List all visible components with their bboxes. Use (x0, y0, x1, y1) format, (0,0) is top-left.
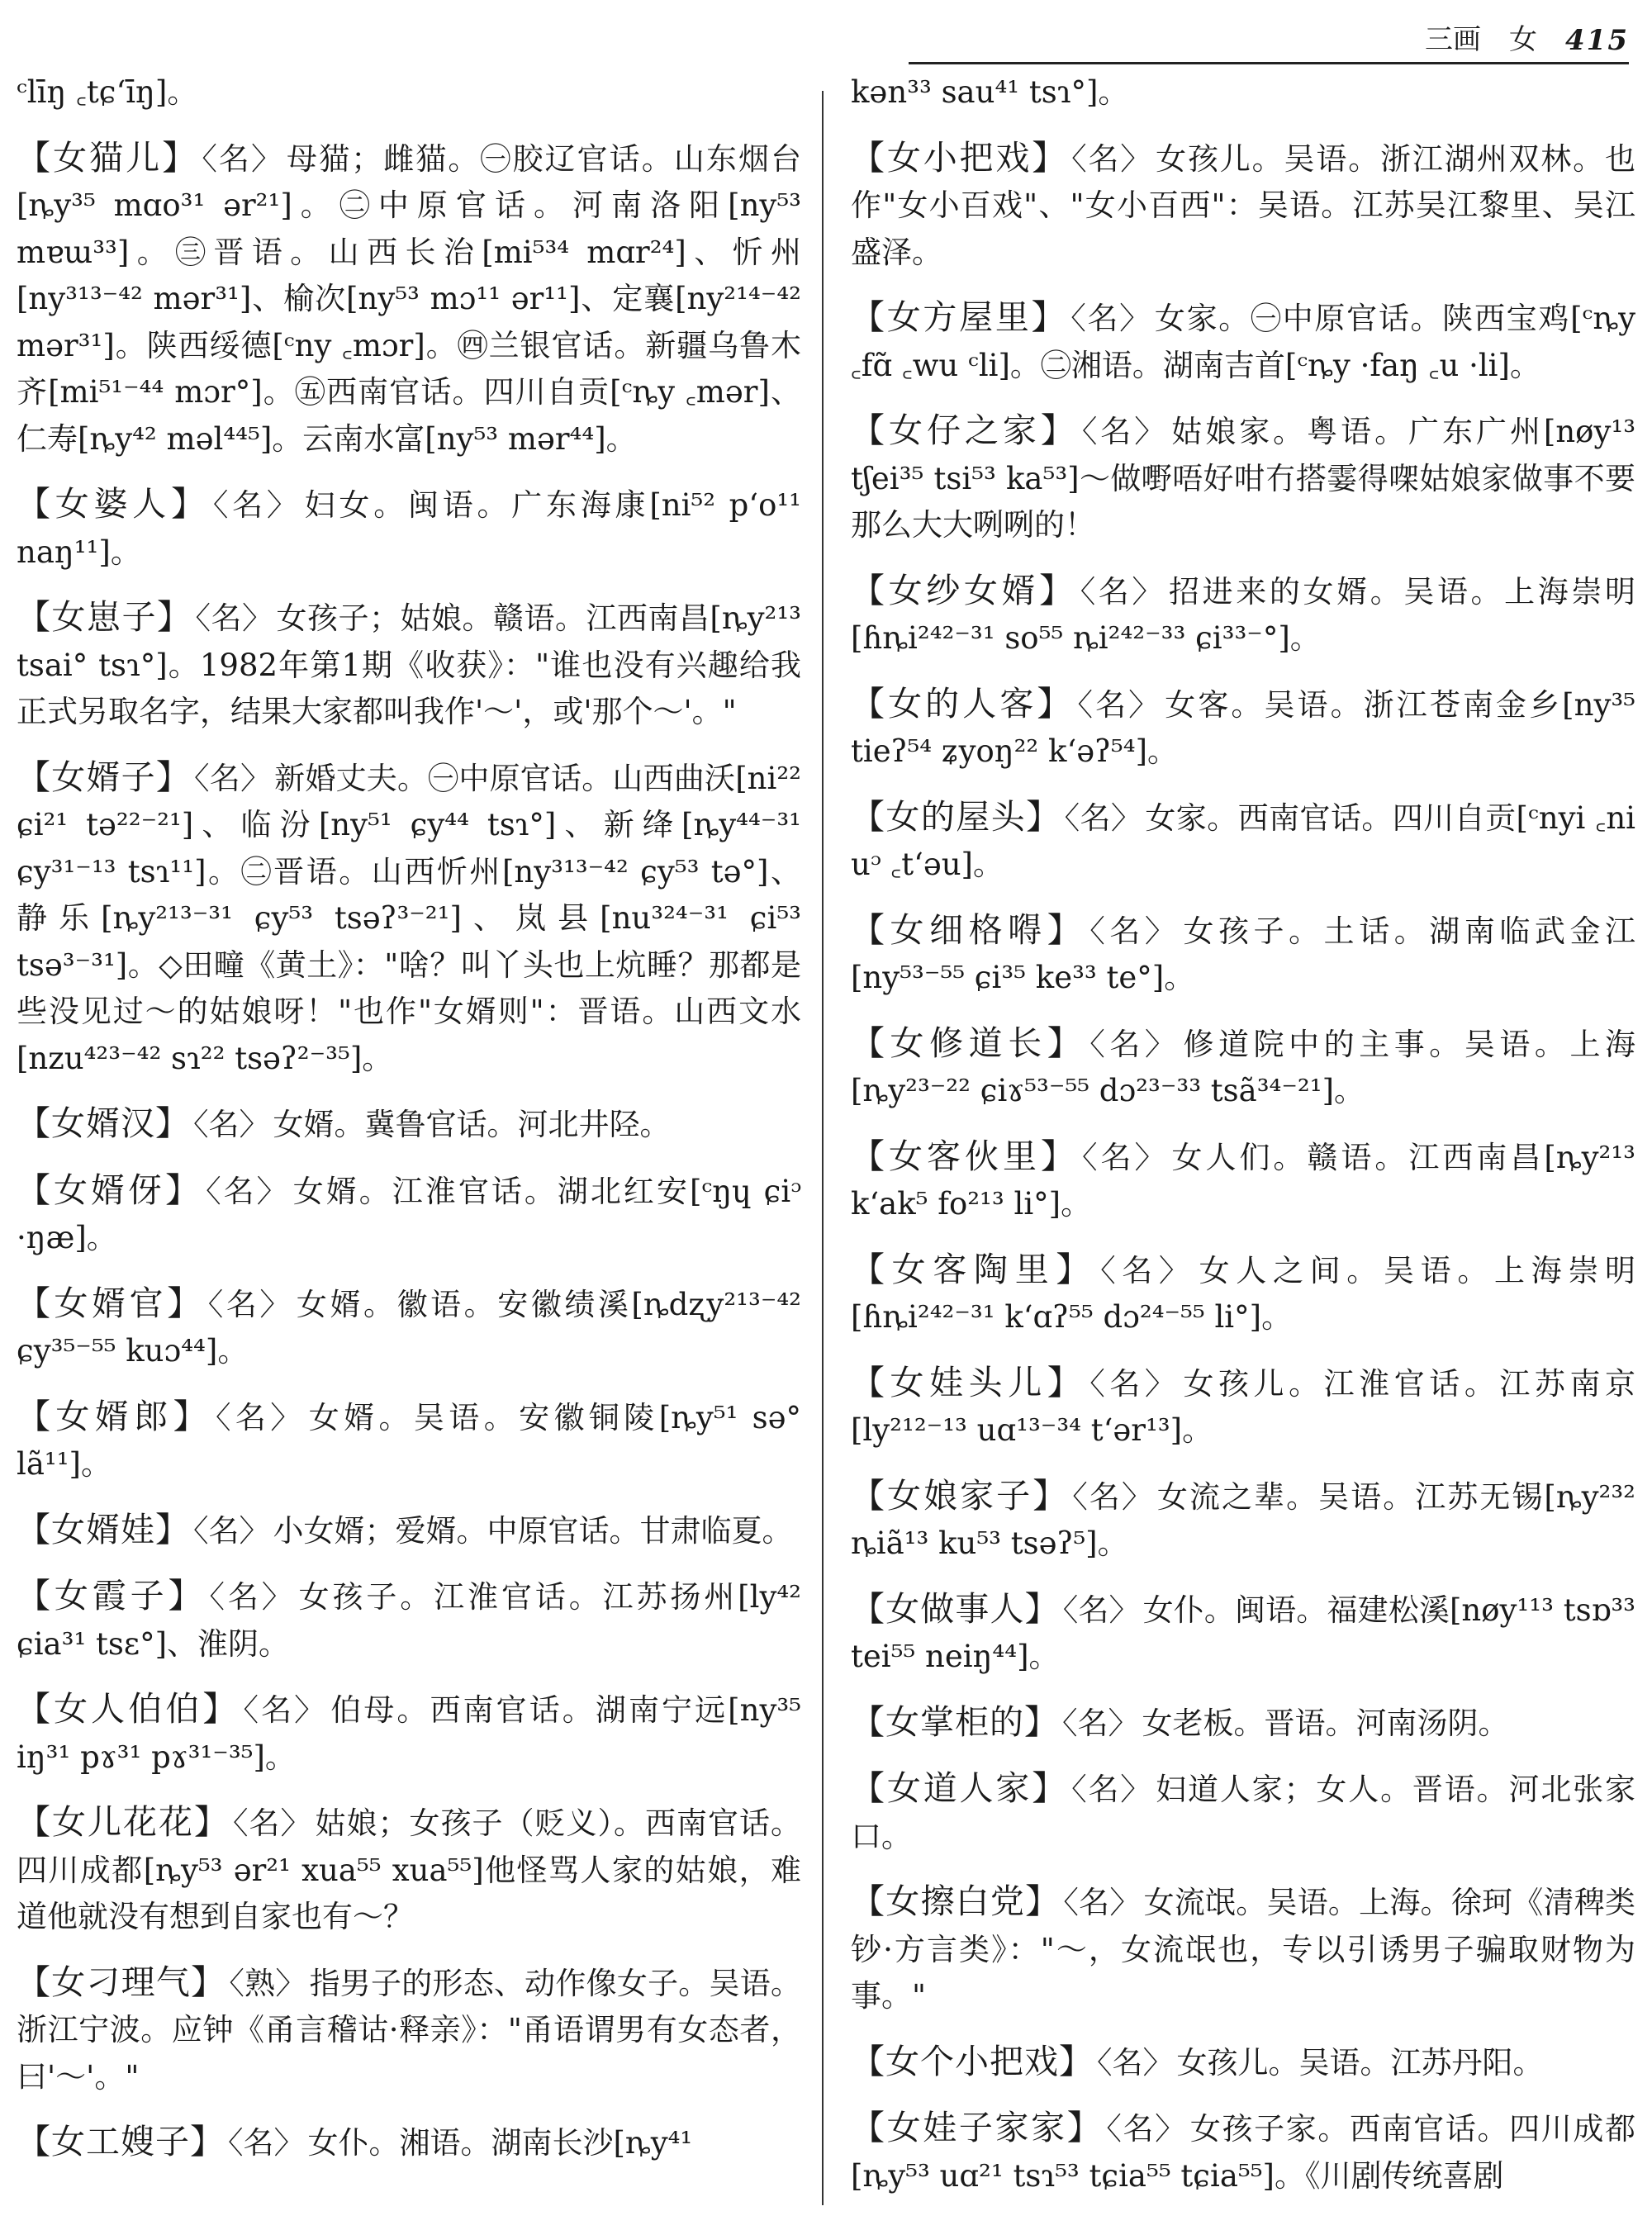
entry-part-of-speech: 〈名〉 (1070, 301, 1151, 336)
entry-headword: 【女掌柜的】 (851, 1701, 1059, 1742)
entry-definition: 女婿。冀鲁官话。河北井陉。 (273, 1107, 671, 1142)
entry-definition: 女孩儿。吴语。江苏丹阳。 (1176, 2044, 1544, 2081)
entry-headword: 【女做事人】 (851, 1588, 1060, 1629)
entry-headword: 【女儿花花】 (17, 1802, 230, 1842)
dictionary-entry (17, 135, 801, 463)
entry-part-of-speech: 〈名〉 (1071, 1772, 1153, 1807)
entry-part-of-speech: 〈名〉 (193, 1107, 270, 1142)
entry-part-of-speech: 〈名〉 (1081, 414, 1169, 449)
entry-part-of-speech: 〈名〉 (1089, 1365, 1180, 1402)
entry-part-of-speech: 〈名〉 (206, 1173, 290, 1209)
dictionary-entry (17, 481, 801, 576)
entry-headword: 【女猫儿】 (17, 137, 199, 178)
entry-headword: 【女刁理气】 (17, 1962, 226, 2002)
entry-definition: 女孩子。江淮官话。江苏扬州[ly⁴² ɕia³¹ tsɛ°]、淮阴。 (17, 1579, 801, 1662)
dictionary-entry (851, 1246, 1635, 1341)
entry-part-of-speech: 〈名〉 (1071, 140, 1153, 177)
page-header (909, 17, 1629, 64)
entry-headword: 【女娃头儿】 (851, 1362, 1087, 1402)
entry-headword: 【女婿娃】 (17, 1509, 190, 1549)
entry-headword: 【女纱女婿】 (851, 570, 1077, 610)
entry-definition: 伯母。西南官话。湖南宁远[ny³⁵ iŋ³¹ pɤ³¹ pɤ³¹⁻³⁵]。 (17, 1692, 801, 1775)
entry-headword: 【女客陶里】 (851, 1249, 1098, 1289)
dictionary-entry (851, 1020, 1635, 1115)
dictionary-entry (851, 567, 1635, 662)
entry-part-of-speech: 〈名〉 (194, 760, 272, 796)
dictionary-entry (851, 1586, 1635, 1681)
entry-headword: 【女的屋头】 (851, 796, 1061, 837)
dictionary-entry (17, 1799, 801, 1941)
entry-part-of-speech: 〈名〉 (1063, 1885, 1141, 1920)
entry-part-of-speech: 〈名〉 (1106, 2111, 1187, 2147)
dictionary-entry (851, 2038, 1635, 2087)
continuation-text: ᶜlīŋ ꜀tɕʻīŋ]。 (17, 74, 198, 110)
entry-part-of-speech: 〈名〉 (1081, 1139, 1169, 1175)
left-column (17, 69, 801, 2217)
entry-definition: 女孩子家。西南官话。四川成都[ȵy⁵³ uɑ²¹ tsɿ⁵³ tɕia⁵⁵ tɕia⁵⁵]。《川剧传统喜剧 (851, 2111, 1635, 2194)
entry-part-of-speech: 〈名〉 (1097, 2044, 1174, 2081)
entry-headword: 【女的人客】 (851, 683, 1075, 724)
right-column (851, 69, 1635, 2217)
entry-headword: 【女个小把戏】 (851, 2041, 1094, 2081)
entry-definition: 女婿。江淮官话。湖北红安[ᶜŋɥ ɕiᵓ ·ŋæ]。 (17, 1173, 801, 1255)
dictionary-entry (851, 1699, 1635, 1748)
entry-definition: 女老板。晋语。河南汤阴。 (1142, 1705, 1509, 1741)
entry-definition: 女孩儿。江淮官话。江苏南京[ly²¹²⁻¹³ uɑ¹³⁻³⁴ tʻər¹³]。 (851, 1365, 1635, 1448)
entry-headword: 【女细格嘚】 (851, 909, 1087, 950)
dictionary-entry (17, 1100, 801, 1149)
dictionary-entry (851, 1878, 1635, 2020)
entry-part-of-speech: 〈名〉 (1062, 1592, 1140, 1628)
dictionary-entry (851, 1133, 1635, 1228)
entry-headword: 【女婿汉】 (17, 1103, 190, 1143)
continuation-text: kən³³ sau⁴¹ tsɿ°]。 (851, 74, 1129, 110)
dictionary-entry (851, 407, 1635, 549)
dictionary-entry (17, 1167, 801, 1262)
entry-definition: 小女婿；爱婿。中原官话。甘肃临夏。 (273, 1512, 793, 1549)
entry-definition: 女人之间。吴语。上海崇明[ɦȵi²⁴²⁻³¹ kʻɑʔ⁵⁵ dɔ²⁴⁻⁵⁵ li°]。 (851, 1252, 1635, 1335)
entry-part-of-speech: 〈名〉 (209, 1579, 296, 1615)
entry-headword: 【女娃子家家】 (851, 2108, 1104, 2147)
entry-headword: 【女婆人】 (17, 484, 210, 524)
entry-definition: 新婚丈夫。㊀中原官话。山西曲沃[ni²² ɕi²¹ tə²²⁻²¹]、临汾[ny⁵¹ ɕy⁴⁴ tsɿ°]、新绛[ȵy⁴⁴⁻³¹ ɕy³¹⁻¹³ tsɿ¹¹]。㊁晋语。山西忻州[ny³¹³⁻⁴² ɕy⁵³ tə°]、静乐[ȵy²¹³⁻³¹ ɕy⁵³ tsəʔ³⁻²¹]、岚县[nu³²⁴⁻³¹ ɕi⁵³ tsə³⁻³¹]。◇田疃《黄土》："啥？叫丫头也上炕睡？那都是些没见过～的姑娘呀！"也作"女婿则"：晋语。山西文水[nzu⁴²³⁻⁴² sɿ²² tsəʔ²⁻³⁵]。 (17, 760, 801, 1076)
entry-headword: 【女小把戏】 (851, 137, 1069, 178)
dictionary-entry (17, 1280, 801, 1375)
dictionary-entry (17, 1686, 801, 1781)
entry-headword: 【女婿子】 (17, 757, 192, 797)
dictionary-entry (17, 1959, 801, 2101)
entry-headword: 【女道人家】 (851, 1768, 1069, 1808)
dictionary-entry (851, 1473, 1635, 1568)
entry-headword: 【女客伙里】 (851, 1136, 1079, 1176)
entry-part-of-speech: 〈名〉 (1062, 1705, 1139, 1741)
dictionary-entry (851, 794, 1635, 889)
entry-headword: 【女婿官】 (17, 1283, 205, 1323)
dictionary-entry (851, 294, 1635, 389)
entry-part-of-speech: 〈名〉 (1064, 799, 1142, 836)
left-entry-list (17, 135, 801, 2167)
page-number: 415 (1565, 24, 1629, 57)
entry-definition: 姑娘家。粤语。广东广州[nøy¹³ tʃei³⁵ tsi⁵³ ka⁵³]～做嘢唔好咁冇搭霎得㗎姑娘家做事不要那么大大咧咧的！ (851, 414, 1635, 543)
section-label: 三画 (1425, 23, 1482, 56)
entry-headword: 【女婿郎】 (17, 1396, 212, 1436)
entry-headword: 【女仔之家】 (851, 410, 1079, 450)
dictionary-entry (851, 1359, 1635, 1454)
dictionary-entry (851, 907, 1635, 1002)
entry-definition: 女婿。吴语。安徽铜陵[ȵy⁵¹ sə° lã¹¹]。 (17, 1399, 801, 1482)
column-divider (822, 91, 824, 2205)
entry-part-of-speech: 〈名〉 (1077, 686, 1162, 723)
entry-definition: 女孩子。土话。湖南临武金江[ny⁵³⁻⁵⁵ ɕi³⁵ ke³³ te°]。 (851, 913, 1635, 995)
dictionary-entry (17, 1506, 801, 1555)
entry-headword: 【女崽子】 (17, 597, 192, 637)
entry-headword: 【女擦白党】 (851, 1881, 1061, 1921)
entry-definition: 女孩儿。吴语。浙江湖州双林。也作"女小百戏"、"女小百西"：吴语。江苏吴江黎里、吴江盛泽。 (851, 140, 1635, 270)
entry-headword: 【女婿伢】 (17, 1170, 203, 1210)
entry-part-of-speech: 〈名〉 (243, 1692, 328, 1728)
entry-definition: 妇女。闽语。广东海康[ni⁵² pʻo¹¹ naŋ¹¹]。 (17, 487, 801, 570)
entry-headword: 【女娘家子】 (851, 1475, 1070, 1516)
entry-headword: 【女方屋里】 (851, 297, 1068, 337)
entry-part-of-speech: 〈名〉 (228, 2125, 305, 2161)
entry-headword: 【女修道长】 (851, 1022, 1087, 1063)
entry-headword: 【女霞子】 (17, 1576, 206, 1616)
dictionary-entry (17, 594, 801, 736)
entry-part-of-speech: 〈名〉 (1100, 1252, 1196, 1288)
dictionary-entry (17, 1573, 801, 1668)
entry-definition: 女客。吴语。浙江苍南金乡[ny³⁵ tieʔ⁵⁴ ʑyoŋ²² kʻəʔ⁵⁴]。 (851, 686, 1635, 769)
right-entry-list (851, 135, 1635, 2200)
dictionary-entry (851, 681, 1635, 776)
dictionary-entry (851, 135, 1635, 277)
entry-definition: 女仆。闽语。福建松溪[nøy¹¹³ tsɒ³³ tei⁵⁵ neiŋ⁴⁴]。 (851, 1592, 1635, 1674)
entry-definition: 妇道人家；女人。晋语。河北张家口。 (851, 1772, 1635, 1854)
entry-headword: 【女工嫂子】 (17, 2122, 225, 2161)
entry-definition: 女孩子；姑娘。赣语。江西南昌[ȵy²¹³ tsai° tsɿ°]。1982年第1期《收获》："谁也没有兴趣给我正式另取名字，结果大家都叫我作'～'，或'那个～'。" (17, 600, 801, 729)
entry-definition: 女仆。湘语。湖南长沙[ȵy⁴¹ (307, 2125, 693, 2161)
dictionary-entry (851, 2104, 1635, 2199)
entry-definition: 招进来的女婿。吴语。上海崇明[ɦȵi²⁴²⁻³¹ so⁵⁵ ȵi²⁴²⁻³³ ɕi³³⁻°]。 (851, 573, 1635, 656)
entry-definition: 女流氓。吴语。上海。徐珂《清稗类钞·方言类》："～，女流氓也，专以引诱男子骗取财物为事。" (851, 1885, 1635, 2014)
entry-part-of-speech: 〈名〉 (216, 1399, 306, 1435)
entry-part-of-speech: 〈名〉 (193, 1512, 270, 1549)
radical-label: 女 (1509, 23, 1538, 56)
entry-part-of-speech: 〈名〉 (1072, 1478, 1154, 1515)
dictionary-entry (17, 1393, 801, 1488)
dictionary-entry (17, 754, 801, 1083)
entry-part-of-speech: 〈名〉 (195, 600, 273, 636)
entry-definition: 母猫；雌猫。㊀胶辽官话。山东烟台[ȵy³⁵ mɑo³¹ ər²¹]。㊁中原官话。河南洛阳[ny⁵³ mɐɯ³³]。㊂晋语。山西长治[mi⁵³⁴ mɑr²⁴]、忻州[ny³¹³⁻⁴² mər³¹]、榆次[ny⁵³ mɔ¹¹ ər¹¹]、定襄[ny²¹⁴⁻⁴² mər³¹]。陕西绥德[ᶜny ꜀mɔr]。㊃兰银官话。新疆乌鲁木齐[mi⁵¹⁻⁴⁴ mɔr°]。㊄西南官话。四川自贡[ᶜȵy ꜀mər]、仁寿[ȵy⁴² məl⁴⁴⁵]。云南水富[ny⁵³ mər⁴⁴]。 (17, 140, 801, 457)
entry-part-of-speech: 〈名〉 (212, 487, 301, 523)
entry-definition: 女流之辈。吴语。江苏无锡[ȵy²³² ȵiã¹³ ku⁵³ tsəʔ⁵]。 (851, 1478, 1635, 1561)
entry-part-of-speech: 〈名〉 (1080, 573, 1166, 610)
entry-part-of-speech: 〈名〉 (1089, 913, 1180, 949)
entry-definition: 修道院中的主事。吴语。上海[ȵy²³⁻²² ɕiɤ⁵³⁻⁵⁵ dɔ²³⁻³³ tsã³⁴⁻²¹]。 (851, 1026, 1635, 1108)
entry-part-of-speech: 〈名〉 (207, 1286, 293, 1322)
entry-definition: 女人们。赣语。江西南昌[ȵy²¹³ kʻak⁵ fo²¹³ li°]。 (851, 1139, 1635, 1222)
entry-definition: 姑娘；女孩子（贬义）。西南官话。四川成都[ȵy⁵³ ər²¹ xua⁵⁵ xua⁵⁵]他怪骂人家的姑娘，难道他就没有想到自家也有～？ (17, 1805, 801, 1934)
entry-definition: 女家。㊀中原官话。陕西宝鸡[ᶜȵy ꜀fɑ̃ ꜀wu ᶜli]。㊁湘语。湖南吉首[ᶜȵy ·faŋ ꜀u ·li]。 (851, 301, 1635, 383)
entry-headword: 【女人伯伯】 (17, 1689, 240, 1729)
dictionary-entry (17, 2118, 801, 2167)
entry-part-of-speech: 〈名〉 (202, 140, 284, 177)
entry-part-of-speech: 〈熟〉 (229, 1965, 306, 2001)
entry-definition: 女婿。徽语。安徽绩溪[ȵdʐy²¹³⁻⁴² ɕy³⁵⁻⁵⁵ kuɔ⁴⁴]。 (17, 1286, 801, 1369)
entry-definition: 指男子的形态、动作像女子。吴语。浙江宁波。应钟《甬言稽诂·释亲》："甬语谓男有女态者，曰'～'。" (17, 1965, 801, 2095)
entry-definition: 女家。西南官话。四川自贡[ᶜnyi ꜀ni uᵓ ꜀tʻəu]。 (851, 799, 1635, 882)
entry-part-of-speech: 〈名〉 (233, 1805, 312, 1841)
entry-part-of-speech: 〈名〉 (1089, 1026, 1180, 1062)
dictionary-entry (851, 1765, 1635, 1860)
